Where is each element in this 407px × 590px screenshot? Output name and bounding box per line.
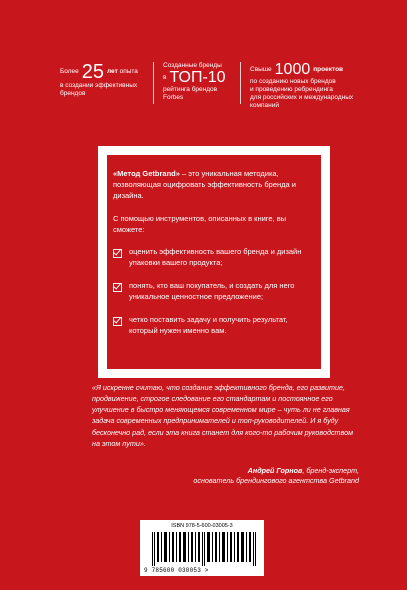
stat-prefix: Более [60, 67, 79, 75]
stat-number: 25 [81, 61, 105, 83]
stat-line2: по созданию новых брендов [250, 78, 336, 85]
stat-line3: и проведению ребрендинга [250, 86, 333, 94]
check-item-text: четко поставить задачу и получить результат, который нужен именно вам. [129, 314, 288, 335]
stat-projects [250, 62, 360, 111]
intro-text: – это уникальная методика, позволяющая оцифровать эффективность бренда и дизайна. [113, 169, 296, 200]
author-role: , бренд-эксперт, [302, 466, 359, 475]
check-item [113, 281, 315, 303]
barcode-icon [152, 532, 256, 566]
check-item [113, 315, 315, 337]
checkbox-icon [113, 283, 122, 292]
quote-author [159, 466, 359, 487]
method-name: «Метод Getbrand» [113, 169, 180, 178]
quote-text: «Я искренне считаю, что создание эффективного бренда, его развитие, продвижение, строгое следование его стандартам и постоянное его улучшение в быстро меняющемся современном мире – чуть ли не главная задача современных предпринимателей и топ-руководителей. И я буду бесконечно рад, если эта книга станет для кого-то рабочим руководством на этом пути». [92, 383, 354, 448]
check-item-text: понять, кто ваш покупатель, и создать для него уникальное ценностное предложение; [129, 281, 295, 301]
checkbox-icon [113, 249, 122, 258]
stat-line5: компаний [250, 102, 279, 110]
barcode [140, 520, 264, 576]
divider [153, 62, 154, 104]
isbn-text: ISBN 978-5-600-03005-3 [171, 523, 233, 529]
stat-suffix: опыта [119, 67, 138, 75]
stat-top10 [163, 62, 238, 102]
author-title: основатель брендингового агентства Getbrand [193, 476, 359, 486]
info-frame [98, 146, 330, 378]
stat-line2: рейтинга брендов Forbes [163, 86, 218, 102]
author-name: Андрей Горнов [247, 466, 303, 475]
stat-experience [60, 62, 150, 98]
divider [240, 62, 241, 104]
check-item [113, 247, 315, 269]
check-item-text: оценить эффективность вашего бренда и дизайн упаковки вашего продукта; [129, 247, 302, 268]
checkbox-icon [113, 317, 122, 326]
stat-bold: проектов [313, 65, 344, 73]
frame-lead: С помощью инструментов, описанных в книге, вы сможете: [113, 213, 287, 234]
stat-prefix: в [163, 74, 167, 82]
stat-line4: для российских и международных [250, 94, 354, 102]
stat-prefix: Свыше [250, 65, 272, 73]
stat-line1: Созданные бренды [163, 62, 222, 69]
stat-line2: в создании эффективных брендов [60, 82, 138, 98]
stat-bold: лет [107, 67, 118, 75]
barcode-digits: 9 785600 030053 > [144, 567, 209, 574]
stat-number: ТОП-10 [169, 69, 226, 87]
frame-intro [113, 169, 315, 202]
stat-number: 1000 [274, 61, 311, 78]
